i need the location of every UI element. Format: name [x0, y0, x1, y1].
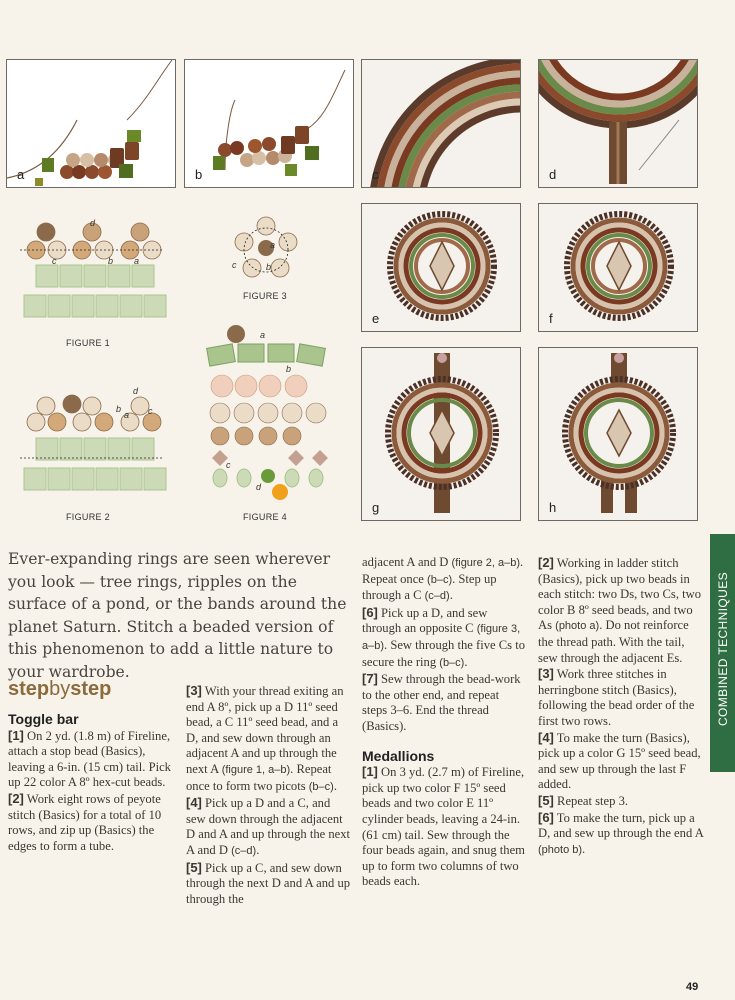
fig-label-b: b	[266, 262, 272, 272]
figure-3-caption: FIGURE 3	[243, 291, 287, 301]
fig-label-d: d	[256, 482, 262, 492]
step-number: [1]	[8, 727, 24, 743]
medallions-step-1	[362, 764, 527, 890]
step-text: .	[464, 654, 468, 669]
figure-1	[12, 210, 172, 330]
step-text: Pick up a C, and sew down through the next D and A and up through the	[186, 860, 351, 906]
step-number: [5]	[186, 859, 202, 875]
toggle-bar-heading: Toggle bar	[8, 711, 79, 727]
figure-ref: (c–d)	[424, 590, 450, 603]
intro-paragraph: Ever-expanding rings are seen wherever you look — tree rings, ripples on the surface of a pond, or the bands around the planet Saturn. Stitch a beaded version of this phenomenon to add a little nature to your wardrobe.	[8, 550, 347, 681]
step-text: .	[333, 778, 337, 793]
step-number: [7]	[362, 671, 378, 687]
photo-h	[538, 347, 698, 521]
step-text: Sew through the bead-work to the other end, and repeat steps 3–6. End the thread (Basics).	[362, 672, 521, 733]
fig-label-c: c	[148, 406, 153, 416]
step-text: . Sew through the five Cs to secure the ring	[362, 637, 525, 669]
fig-label-a: a	[260, 330, 266, 340]
column-4	[538, 555, 704, 858]
step-text: Repeat step 3.	[553, 793, 629, 808]
medallions-step-2	[538, 555, 704, 666]
figure-ref: (figure 2, a–b)	[451, 557, 521, 569]
step-text: .	[449, 588, 453, 603]
step-number: [2]	[8, 790, 24, 806]
photo-g	[361, 347, 521, 521]
medallions-step-3	[538, 666, 704, 729]
step-number: [1]	[362, 764, 378, 780]
step-number: [5]	[538, 792, 554, 808]
photo-label: e	[372, 311, 380, 326]
step-number: [6]	[538, 809, 554, 825]
fig-label-a: a	[134, 256, 140, 266]
step-text: Pick up a D and a C, and sew down through the adjacent D and A and up through the next A and D	[186, 796, 351, 857]
page-number: 49	[686, 981, 699, 993]
step-text: Work three stitches in herringbone stitch (Basics), following the bead order of the first two rows.	[538, 667, 695, 728]
photo-ref: (photo a)	[555, 620, 600, 633]
step-text: On 3 yd. (2.7 m) of Fireline, pick up two color F 15º seed beads and two color E 11º cylinder beads, leaving a 24-in. (61 cm) tail. Sew through the four beads again, and snug them up to form two columns of two beads each.	[362, 765, 525, 889]
toggle-step-5	[186, 860, 351, 908]
figure-2-caption: FIGURE 2	[66, 512, 110, 522]
step-text: With your thread exiting an end A 8º, pick up a D 11º seed bead, a C 11º seed bead, and a D, and sew down through an adjacent A and up through the next A	[186, 684, 344, 776]
step-number: [4]	[186, 795, 202, 811]
toggle-step-7	[362, 671, 527, 734]
toggle-step-1	[8, 728, 178, 791]
photo-b	[184, 59, 354, 188]
fig-label-a: a	[270, 240, 276, 250]
figure-ref: (figure 3, a–b)	[362, 623, 521, 652]
photo-label: d	[549, 167, 557, 182]
step-number: [3]	[186, 683, 202, 698]
photo-label: c	[372, 167, 379, 182]
step-text: Work eight rows of peyote stitch (Basics) for a total of 10 rows, and zip up (Basics) the edges to form a tube.	[8, 791, 162, 853]
figure-1-caption: FIGURE 1	[66, 338, 110, 348]
figure-2	[12, 388, 172, 503]
photo-c	[361, 59, 521, 188]
heading-by: by	[49, 678, 71, 700]
medallions-heading: Medallions	[362, 747, 435, 764]
step-text: On 2 yd. (1.8 m) of Fireline, attach a stop bead (Basics), leaving a 6-in. (15 cm) tail. Pick up 22 color A 8º hex-cut beads.	[8, 728, 171, 790]
column-1	[8, 712, 178, 854]
toggle-step-4	[186, 795, 351, 859]
column-3	[362, 555, 527, 890]
photo-e	[361, 203, 521, 332]
photo-label: f	[549, 311, 553, 326]
step-text: . Repeat once to form two picots	[186, 761, 332, 793]
fig-label-c: c	[52, 256, 57, 266]
photo-label: a	[17, 167, 25, 182]
column-2	[186, 683, 351, 907]
step-text: Working in ladder stitch (Basics), pick up two beads in each stitch: two Ds, two Cs, two color B 8º seed beads, and two As	[538, 556, 702, 633]
fig-label-d: d	[133, 386, 139, 396]
photo-label: g	[372, 500, 380, 515]
figure-3	[226, 212, 306, 287]
heading-step-1: step	[8, 678, 50, 700]
toggle-step-2	[8, 791, 178, 854]
step-number: [3]	[538, 666, 554, 682]
photo-label: h	[549, 500, 557, 515]
medallions-step-6	[538, 810, 704, 859]
step-text: . Do not reinforce the thread path. With the tail, sew through the adjacent Es.	[538, 618, 689, 665]
step-number: [6]	[362, 604, 378, 620]
photo-label: b	[195, 167, 203, 182]
fig-label-c: c	[226, 460, 231, 470]
medallions-step-5	[538, 793, 704, 810]
figure-4	[200, 318, 335, 503]
fig-label-a: a	[124, 410, 130, 420]
side-tab-label: COMBINED TECHNIQUES	[716, 571, 730, 727]
fig-label-b: b	[108, 256, 114, 266]
fig-label-b: b	[116, 404, 122, 414]
figure-ref: (figure 1, a–b)	[221, 763, 291, 776]
toggle-step-3	[186, 683, 351, 795]
fig-label-b: b	[286, 364, 292, 374]
medallions-step-4	[538, 730, 704, 793]
step-text: .	[582, 841, 586, 856]
figure-ref: (b–c)	[427, 573, 453, 586]
step-text: adjacent A and D	[362, 555, 452, 569]
fig-label-c: c	[232, 260, 237, 270]
figure-ref: (c–d)	[231, 844, 257, 857]
toggle-step-6	[362, 605, 527, 671]
section-side-tab	[710, 534, 735, 772]
fig-label-d: d	[90, 218, 96, 228]
photo-f	[538, 203, 698, 332]
step-number: [2]	[538, 555, 554, 570]
heading-step-2: step	[70, 678, 112, 700]
figure-ref: (b–c)	[308, 780, 334, 793]
step-text: Pick up a D, and sew through an opposite C	[362, 605, 488, 636]
step-text: .	[256, 842, 260, 857]
step-number: [4]	[538, 729, 554, 745]
toggle-step-5-cont	[362, 555, 527, 605]
photo-ref: (photo b)	[538, 843, 583, 856]
figure-ref: (b–c)	[439, 656, 465, 669]
step-text: . Step up through a C	[362, 571, 497, 603]
photo-d	[538, 59, 698, 188]
step-text: To make the turn, pick up a D, and sew up through the end A	[538, 810, 704, 841]
photo-a	[6, 59, 176, 188]
step-text: To make the turn (Basics), pick up a color G 15º seed bead, and sew up through the last F added.	[538, 730, 701, 792]
step-by-step-heading	[8, 678, 111, 701]
step-text: . Repeat once	[362, 555, 524, 586]
figure-4-caption: FIGURE 4	[243, 512, 287, 522]
